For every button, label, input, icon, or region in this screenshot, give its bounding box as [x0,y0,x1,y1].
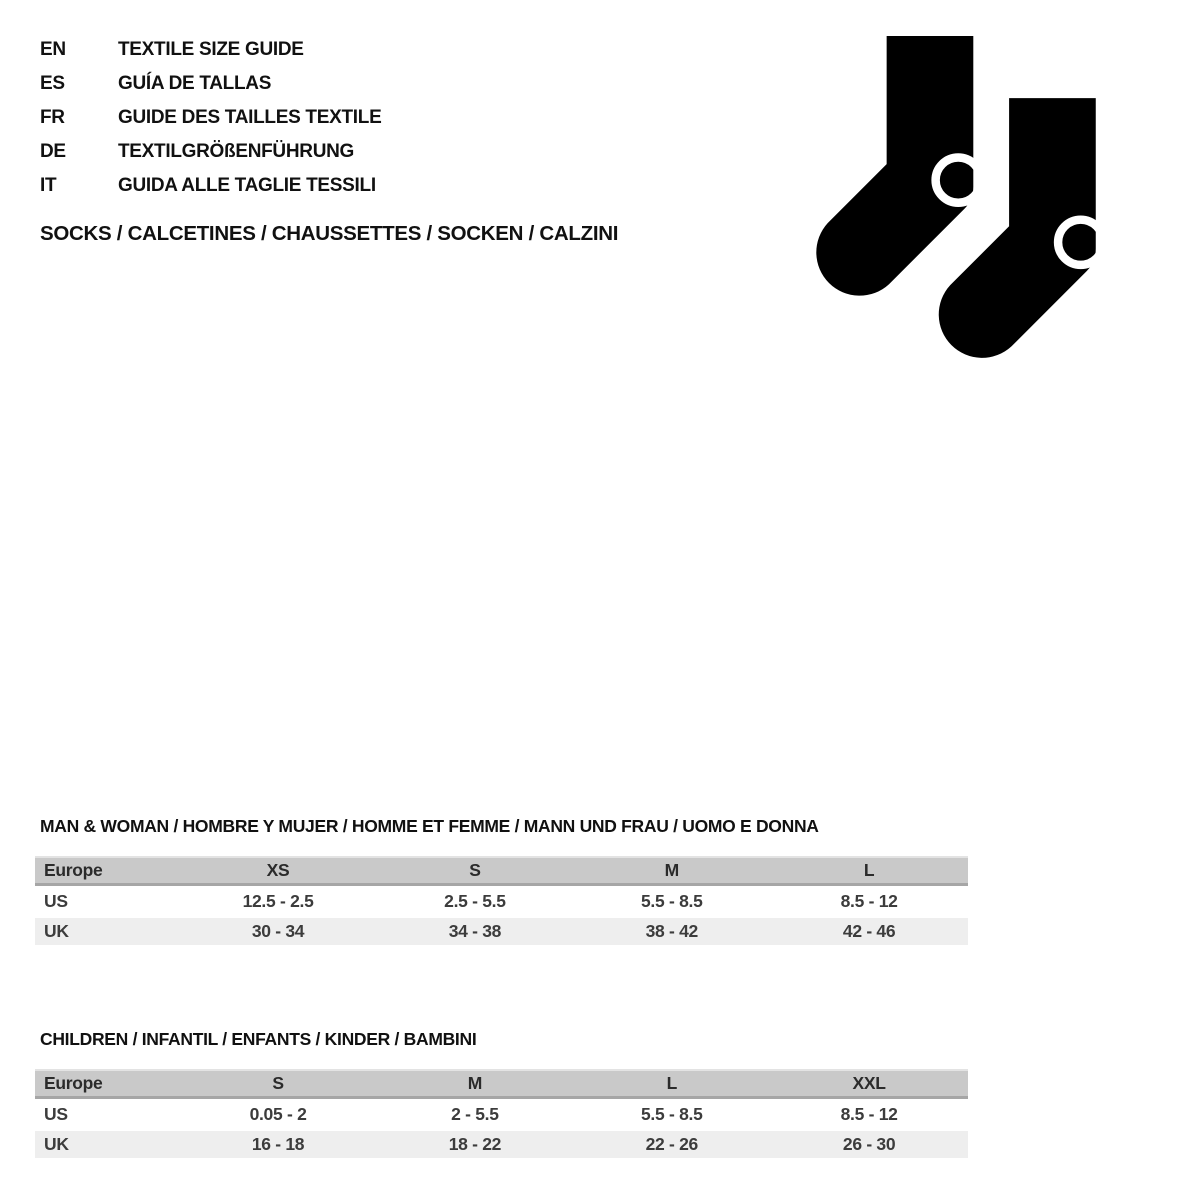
language-list [40,33,381,203]
language-row [40,169,381,203]
socks-icon [816,36,1108,361]
column-header: XXL [770,1070,968,1097]
column-header: L [770,857,968,884]
size-value: 16 - 18 [180,1131,377,1158]
language-label: GUIDE DES TAILLES TEXTILE [118,107,382,128]
size-value: 18 - 22 [376,1131,573,1158]
size-value: 2 - 5.5 [376,1097,573,1131]
size-value: 0.05 - 2 [180,1097,377,1131]
language-label: TEXTILGRÖßENFÜHRUNG [118,141,355,162]
size-value: 8.5 - 12 [770,1097,968,1131]
size-value: 30 - 34 [180,918,377,945]
row-label: US [35,1097,180,1131]
size-value: 2.5 - 5.5 [376,884,573,918]
row-label: US [35,884,180,918]
column-header: XS [180,857,377,884]
column-header: S [180,1070,377,1097]
column-header: L [573,1070,770,1097]
table-row [35,884,968,918]
language-row [40,135,381,169]
column-header: M [376,1070,573,1097]
language-label: GUÍA DE TALLAS [118,73,272,94]
language-code: ES [40,73,65,94]
language-row [40,67,381,101]
table-header-row [35,1070,968,1097]
size-value: 34 - 38 [376,918,573,945]
language-row [40,101,381,135]
table-title: MAN & WOMAN / HOMBRE Y MUJER / HOMME ET FEMME / MANN UND FRAU / UOMO E DONNA [40,816,819,836]
category-heading: SOCKS / CALCETINES / CHAUSSETTES / SOCKEN / CALZINI [40,222,619,245]
table-row [35,918,968,945]
size-table-adults [35,856,968,945]
size-table-section-children [35,1026,968,1158]
size-value: 42 - 46 [770,918,968,945]
language-code: EN [40,39,66,60]
size-table-children [35,1069,968,1158]
table-header-row [35,857,968,884]
table-row [35,1131,968,1158]
size-value: 5.5 - 8.5 [573,884,770,918]
size-value: 22 - 26 [573,1131,770,1158]
size-value: 12.5 - 2.5 [180,884,377,918]
table-title: CHILDREN / INFANTIL / ENFANTS / KINDER / BAMBINI [40,1029,477,1049]
language-code: DE [40,141,66,162]
language-code: FR [40,107,65,128]
size-value: 26 - 30 [770,1131,968,1158]
table-row [35,1097,968,1131]
language-row [40,33,381,67]
language-code: IT [40,175,57,196]
column-header: M [573,857,770,884]
language-label: GUIDA ALLE TAGLIE TESSILI [118,175,376,196]
column-header: Europe [35,1070,180,1097]
column-header: S [376,857,573,884]
size-value: 38 - 42 [573,918,770,945]
row-label: UK [35,918,180,945]
size-value: 8.5 - 12 [770,884,968,918]
column-header: Europe [35,857,180,884]
row-label: UK [35,1131,180,1158]
size-table-section-adults [35,813,968,945]
size-value: 5.5 - 8.5 [573,1097,770,1131]
language-label: TEXTILE SIZE GUIDE [118,39,304,60]
